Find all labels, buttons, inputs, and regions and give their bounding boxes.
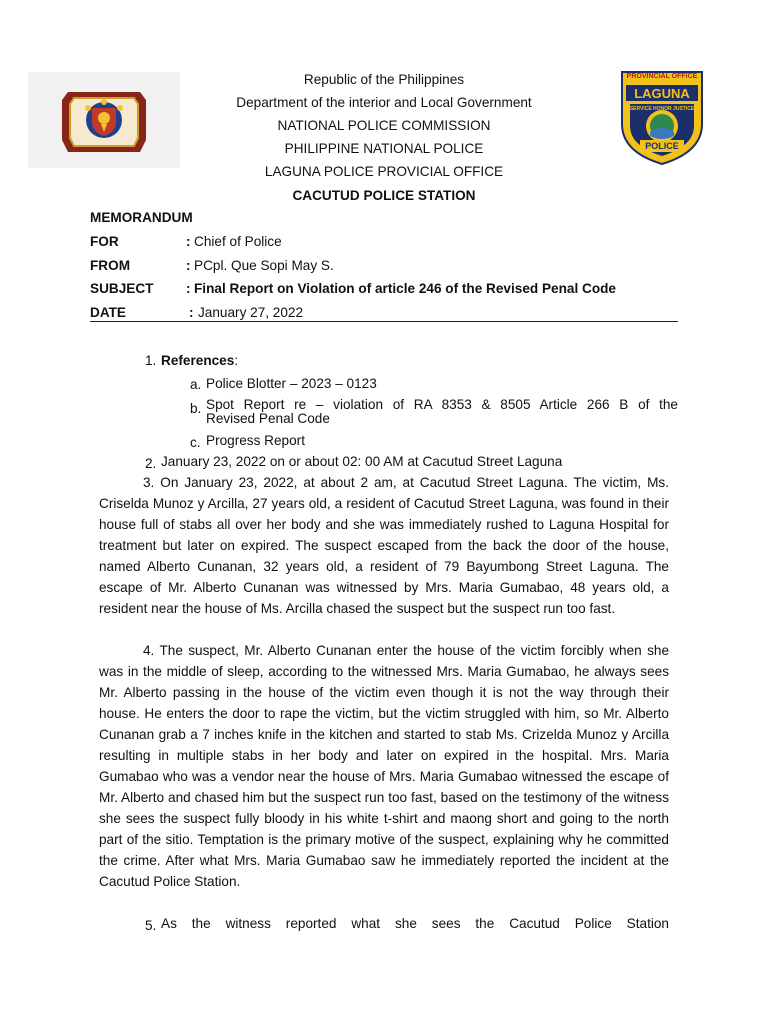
laguna-provincial-office-logo [616,70,708,166]
header-pnp: PHILIPPINE NATIONAL POLICE [284,141,484,156]
ref-b-letter: b. [190,401,202,416]
for-label: FOR [90,234,119,249]
logo-motto-text: SERVICE HONOR JUSTICE [629,106,695,112]
logo-laguna-text: LAGUNA [634,86,690,101]
logo-provincial-office-text: PROVINCIAL OFFICE [626,73,698,80]
ref-b-line1: Spot Report re – violation of RA 8353 & 8505 Article 266 B of the [206,397,678,412]
date-label: DATE [90,305,126,320]
memo-title-row [90,209,690,227]
header-department: Department of the interior and Local Government [236,95,532,110]
ref-b-line2: Revised Penal Code [206,411,330,426]
from-label: FROM [90,258,131,273]
header-provincial-office: LAGUNA POLICE PROVICIAL OFFICE [264,164,504,179]
header-republic: Republic of the Philippines [303,72,465,87]
paragraph-3 [99,472,669,619]
memo-for-row [90,233,690,251]
subject-label: SUBJECT [90,281,154,296]
references-colon: : [234,353,239,368]
laguna-police-badge-icon [616,70,708,166]
ref-a-letter: a. [190,377,202,392]
header-napolcom: NATIONAL POLICE COMMISSION [277,118,491,133]
from-colon: : [186,258,191,273]
item-5-number: 5. [145,918,157,933]
item-4-number: 4. [143,643,155,658]
references-heading [161,350,238,371]
ref-c-letter: c. [190,435,201,450]
item-4-text: The suspect, Mr. Alberto Cunanan enter the house of the victim forcibly when she was in the middle of sleep, according to the witnessed Mrs. Maria Gumabao, he always sees Mr. Alberto passing in the house of the victim even though it is not the way through their house. He enters the door to rape the victim, but the victim struggled with him, so Mr. Alberto Cunanan grab a 7 inches knife in the kitchen and started to stab Ms. Crizelda Munoz y Arcilla resulting in multiple stabs in her body and later on expired in the hospital. Mrs. Maria Gumabao who was a vendor near the house of Mrs. Maria Gumabao witnessed the escape of Mr. Alberto and chased him but the suspect run too fast, based on the testimony of the witness she sees the suspect fully bloody in his white t-shirt and maong short and going to the north part of the sitio. Temptation is the primary motive of the suspect, explaining why he committed the crime. After what Mrs. Maria Gumabao saw he immediately reported the incident at the Cacutud Police Station. [99,643,669,889]
memo-subject-row [90,280,690,298]
subject-colon: : [186,281,191,296]
date-colon: : [189,305,194,320]
ref-c-text: Progress Report [206,433,305,448]
from-value: PCpl. Que Sopi May S. [194,258,334,273]
item-3-number: 3. [143,475,155,490]
item-1-number: 1. [145,353,157,368]
pnp-seal-logo [28,72,180,168]
memo-from-row [90,257,690,275]
date-value: January 27, 2022 [198,305,304,320]
memo-title: MEMORANDUM [90,210,193,225]
logo-police-text: POLICE [645,141,679,151]
memo-divider [90,321,678,322]
item-2-number: 2. [145,456,157,471]
for-value: Chief of Police [194,234,282,249]
ref-a-text: Police Blotter – 2023 – 0123 [206,376,377,391]
memo-date-row [90,304,690,322]
item-3-text: On January 23, 2022, at about 2 am, at Cacutud Street Laguna. The victim, Ms. Criselda Munoz y Arcilla, 27 years old, a resident of Cacutud Street Laguna, was found in their house full of stabs all over her body and she was immediately rushed to Laguna Hospital for treatment but later on expired. The suspect escaped from the back the door of the house, named Alberto Cunanan, 32 years old, a resident of 79 Bayumbong Street Laguna. The escape of Mr. Alberto Cunanan was witnessed by Mrs. Maria Gumabao, 48 years old, a resident near the house of Ms. Arcilla chased the suspect but the suspect run too fast. [99,475,669,616]
paragraph-4 [99,640,669,892]
references-label: References [161,353,235,368]
item-2-text: January 23, 2022 on or about 02: 00 AM at Cacutud Street Laguna [161,454,563,469]
for-colon: : [186,234,191,249]
pnp-seal-icon [28,72,180,168]
header-station: CACUTUD POLICE STATION [292,188,476,203]
subject-value: Final Report on Violation of article 246 of the Revised Penal Code [194,281,616,296]
item-5-text: As the witness reported what she sees the Cacutud Police Station [161,916,669,931]
